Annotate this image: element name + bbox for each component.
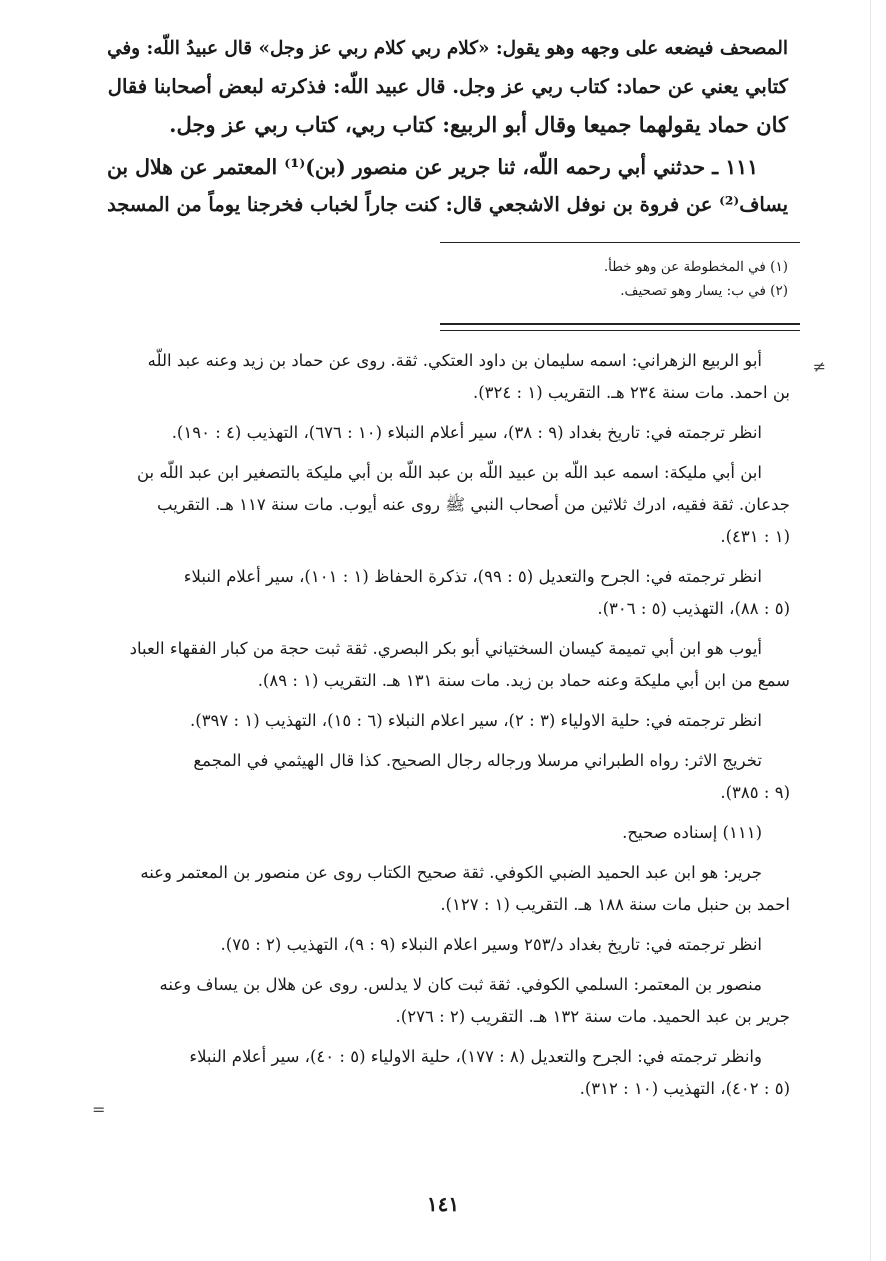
commentary-paragraph-ibn-abi-mulayka-refs [100, 561, 790, 625]
footnote-1: (١) في المخطوطة عن وهو خطأ. [603, 259, 788, 275]
commentary-line: سمع من ابن أبي مليكة وعنه حماد بن زيد. مات سنة ١٣١ هـ. التقريب (١ : ٨٩). [257, 671, 790, 690]
commentary-paragraph-mansur [100, 969, 790, 1033]
commentary-line: (٥ : ٨٨)، التهذيب (٥ : ٣٠٦). [597, 599, 790, 618]
commentary-line: بن احمد. مات سنة ٢٣٤ هـ. التقريب (١ : ٣٢٤). [472, 383, 790, 402]
commentary-line: (١ : ٤٣١). [720, 527, 790, 546]
commentary-line: منصور بن المعتمر: السلمي الكوفي. ثقة ثبت كان لا يدلس. روى عن هلال بن يساف وعنه [159, 975, 762, 994]
hadith-line: يساف⁽²⁾ عن فروة بن نوفل الاشجعي قال: كنت جاراً لخباب فخرجنا يوماً من المسجد [107, 193, 788, 216]
commentary-line: انظر ترجمته في: حلية الاولياء (٣ : ٢)، سير اعلام النبلاء (٦ : ١٥)، التهذيب (١ : ٣٩٧). [190, 711, 762, 730]
hadith-111 [100, 148, 788, 224]
commentary-line: أيوب هو ابن أبي تميمة كيسان السختياني أبو بكر البصري. ثقة ثبت حجة من كبار الفقهاء العباد [129, 639, 762, 658]
commentary-paragraph-ayyub [100, 633, 790, 697]
commentary-paragraph-jarir-refs [100, 929, 790, 961]
margin-mark-bottom: = [92, 1100, 106, 1119]
commentary-paragraph-abu-alrabi [100, 345, 790, 409]
commentary-line: جرير: هو ابن عبد الحميد الضبي الكوفي. ثقة صحيح الكتاب روى عن منصور بن المعتمر وعنه [140, 863, 762, 882]
commentary-line: جدعان. ثقة فقيه، ادرك ثلاثين من أصحاب النبي ﷺ روى عنه أيوب. مات سنة ١١٧ هـ. التقريب [157, 495, 790, 514]
commentary-line: ابن أبي مليكة: اسمه عبد اللّه بن عبيد اللّه بن عبد اللّه بن أبي مليكة بالتصغير ابن عبد اللّه بن [136, 463, 762, 482]
page-edge-line [870, 0, 871, 1261]
footnotes [440, 255, 788, 303]
commentary-separator-top [440, 323, 800, 325]
footnote-separator [440, 242, 800, 243]
commentary-paragraph-ayyub-refs [100, 705, 790, 737]
commentary-line: (٥ : ٤٠٢)، التهذيب (١٠ : ٣١٢). [579, 1079, 790, 1098]
commentary-line: تخريج الاثر: رواه الطبراني مرسلا ورجاله رجال الصحيح. كذا قال الهيثمي في المجمع [193, 751, 762, 770]
commentary-line: (١١١) إسناده صحيح. [622, 823, 762, 842]
commentary-paragraph-jarir [100, 857, 790, 921]
commentary-line: انظر ترجمته في: الجرح والتعديل (٥ : ٩٩)، تذكرة الحفاظ (١ : ١٠١)، سير أعلام النبلاء [183, 567, 762, 586]
commentary-line: (٩ : ٣٨٥). [720, 783, 790, 802]
hadith-line: ١١١ ـ حدثني أبي رحمه اللّه، ثنا جرير عن منصور (بن)⁽¹⁾ المعتمر عن هلال بن [106, 155, 758, 179]
commentary-separator-bottom [440, 330, 800, 331]
commentary-paragraph-isnad-111 [100, 817, 790, 849]
commentary-line: احمد بن حنبل مات سنة ١٨٨ هـ. التقريب (١ : ١٢٧). [440, 895, 790, 914]
commentary-line: انظر ترجمته في: تاريخ بغداد (٩ : ٣٨)، سير أعلام النبلاء (١٠ : ٦٧٦)، التهذيب (٤ : ١٩٠). [171, 423, 762, 442]
main-text-line: المصحف فيضعه على وجهه وهو يقول: «كلام ربي كلام ربي عز وجل» قال عبيدُ اللّه: وفي [107, 38, 788, 59]
commentary-paragraph-abu-alrabi-refs [100, 417, 790, 449]
commentary-paragraph-ibn-abi-mulayka [100, 457, 790, 553]
commentary-line: انظر ترجمته في: تاريخ بغداد د/٢٥٣ وسير اعلام النبلاء (٩ : ٩)، التهذيب (٢ : ٧٥). [220, 935, 762, 954]
commentary-paragraph-takhrij [100, 745, 790, 809]
margin-mark-top: ≠ [812, 357, 826, 376]
page-number: ١٤١ [426, 1192, 460, 1216]
main-text-line: كان حماد يقولهما جميعا وقال أبو الربيع: كتاب ربي، كتاب ربي عز وجل. [169, 112, 788, 137]
main-text-line: كتابي يعني عن حماد: كتاب ربي عز وجل. قال عبيد اللّه: فذكرته لبعض أصحابنا فقال [107, 75, 788, 98]
footnote-2: (٢) في ب: يسار وهو تصحيف. [620, 283, 788, 299]
commentary-line: وانظر ترجمته في: الجرح والتعديل (٨ : ١٧٧)، حلية الاولياء (٥ : ٤٠)، سير أعلام النبلاء [189, 1047, 762, 1066]
commentary-line: أبو الربيع الزهراني: اسمه سليمان بن داود العتكي. ثقة. روى عن حماد بن زيد وعنه عبد اللّه [147, 351, 762, 370]
commentary-line: جرير بن عبد الحميد. مات سنة ١٣٢ هـ. التقريب (٢ : ٢٧٦). [395, 1007, 790, 1026]
main-text [100, 30, 788, 144]
commentary-paragraph-mansur-refs [100, 1041, 790, 1105]
commentary [100, 345, 790, 1113]
